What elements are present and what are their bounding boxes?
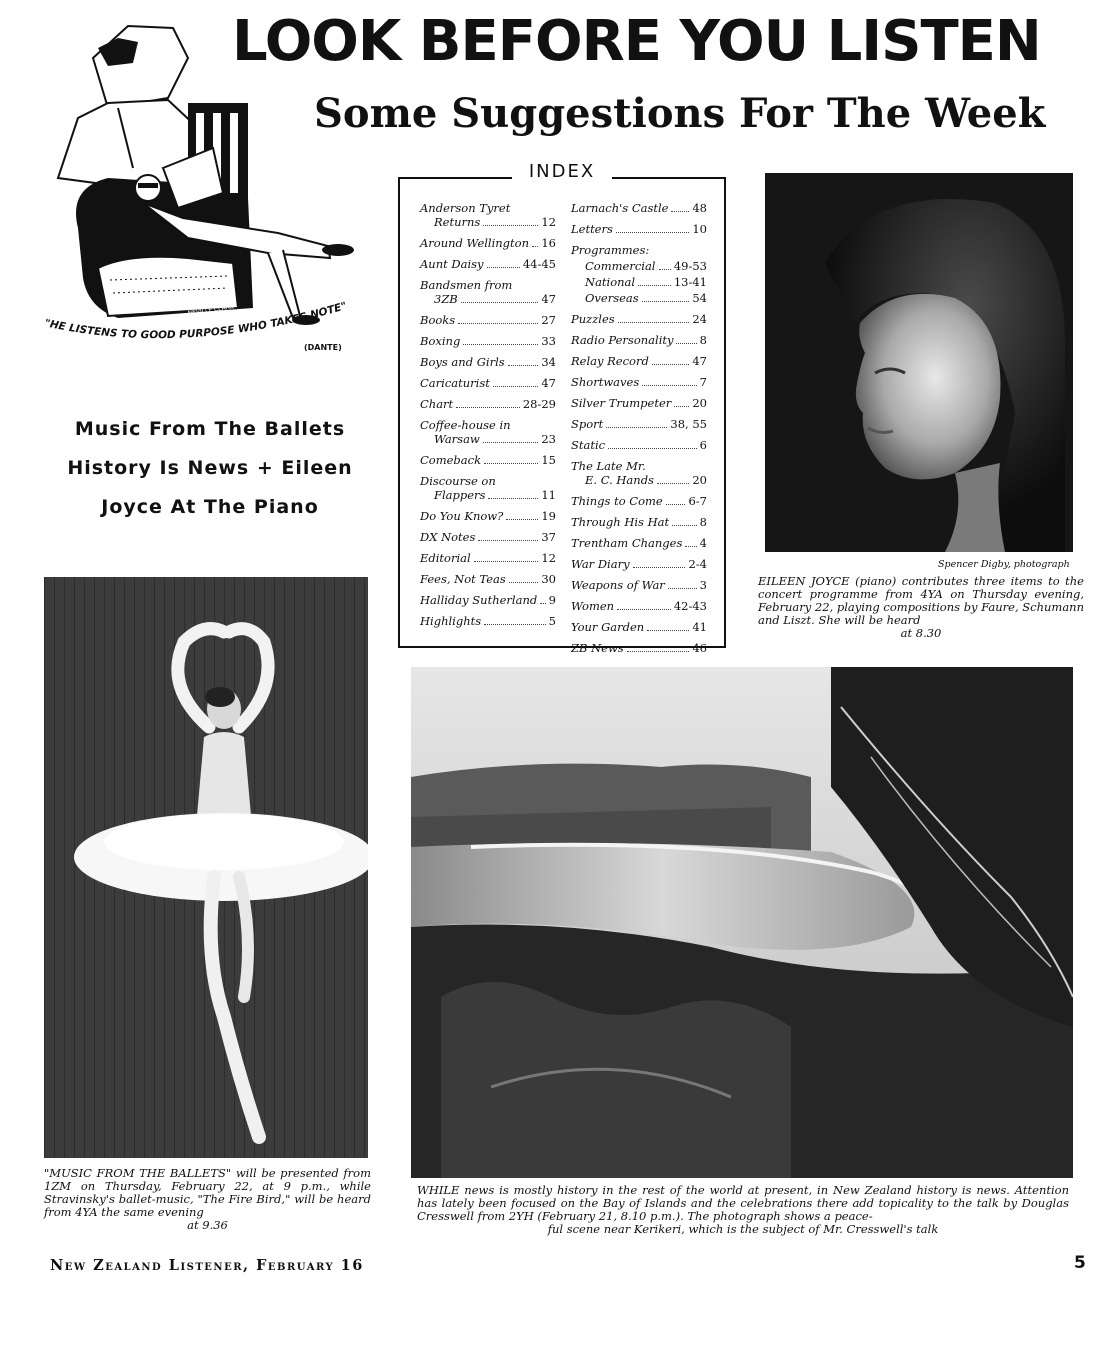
index-entry[interactable]: Chart 28-29: [420, 397, 556, 411]
bay-of-islands-photo: [411, 667, 1073, 1178]
index-entry[interactable]: Halliday Sutherland 9: [420, 593, 556, 607]
index-entry[interactable]: The Late Mr. E. C. Hands 20: [571, 459, 707, 487]
highlight-line: Music From The Ballets: [74, 418, 346, 440]
highlight-line: Joyce At The Piano: [101, 496, 319, 518]
index-entry[interactable]: Boys and Girls 34: [420, 355, 556, 369]
svg-text:"HE LISTENS TO GOOD PURPOSE WH: [43, 300, 348, 341]
index-entry[interactable]: DX Notes 37: [420, 530, 556, 544]
index-entry[interactable]: Bandsmen from 3ZB 47: [420, 278, 556, 306]
index-entry[interactable]: Shortwaves 7: [571, 375, 707, 389]
page-title: LOOK BEFORE YOU LISTEN: [232, 9, 1041, 74]
index-entry[interactable]: Coffee-house in Warsaw 23: [420, 418, 556, 446]
index-entry[interactable]: Static 6: [571, 438, 707, 452]
index-entry[interactable]: Women 42-43: [571, 599, 707, 613]
index-entry[interactable]: Puzzles 24: [571, 312, 707, 326]
index-entry[interactable]: Letters 10: [571, 222, 707, 236]
caption-text-last: at 9.36: [187, 1218, 228, 1232]
index-entry[interactable]: Sport 38, 55: [571, 417, 707, 431]
index-programmes-heading: Programmes:: [571, 243, 650, 257]
index-entry[interactable]: Through His Hat 8: [571, 515, 707, 529]
index-entry[interactable]: National 13-41: [585, 275, 707, 289]
index-entry[interactable]: Aunt Daisy 44-45: [420, 257, 556, 271]
landscape-image: [411, 667, 1073, 1178]
highlight-line: History Is News + Eileen: [67, 457, 353, 479]
eileen-caption: [758, 575, 1084, 640]
svg-text:NEVILLE CLARK: NEVILLE CLARK: [187, 303, 235, 317]
caption-text-last: ful scene near Kerikeri, which is the subject of Mr. Cresswell's talk: [547, 1222, 939, 1236]
index-entry[interactable]: Things to Come 6-7: [571, 494, 707, 508]
index-entry[interactable]: Larnach's Castle 48: [571, 201, 707, 215]
index-entry[interactable]: Caricaturist 47: [420, 376, 556, 390]
index-entry[interactable]: Do You Know? 19: [420, 509, 556, 523]
index-entry[interactable]: Books 27: [420, 313, 556, 327]
ballerina-photo: [44, 577, 368, 1158]
index-entry[interactable]: Boxing 33: [420, 334, 556, 348]
index-right-column: [571, 201, 707, 662]
bay-caption: [417, 1184, 1069, 1236]
portrait-image: [765, 173, 1073, 552]
ballerina-image: [44, 577, 368, 1158]
dante-quote: [38, 300, 368, 370]
index-entry[interactable]: Editorial 12: [420, 551, 556, 565]
ballet-caption: [44, 1167, 371, 1232]
page-number: 5: [1074, 1253, 1086, 1273]
index-title: INDEX: [512, 161, 612, 182]
index-left-column: [420, 201, 556, 635]
eileen-joyce-photo: [765, 173, 1073, 552]
dante-quote-text: "HE LISTENS TO GOOD PURPOSE WHO TAKES NOTE": [43, 300, 349, 342]
index-entry[interactable]: Commercial 49-53: [585, 259, 707, 273]
index-entry[interactable]: Relay Record 47: [571, 354, 707, 368]
index-entry[interactable]: Silver Trumpeter 20: [571, 396, 707, 410]
caption-text: EILEEN JOYCE (piano) contributes three items to the concert programme from 4YA on Thursday evening, February 22, playing compositions by Faure, Schumann and Liszt. She will be heard: [758, 574, 1084, 627]
index-entry[interactable]: Comeback 15: [420, 453, 556, 467]
photo-credit: Spencer Digby, photograph: [938, 559, 1070, 570]
index-entry[interactable]: Overseas 54: [585, 291, 707, 305]
index-entry[interactable]: Discourse on Flappers 11: [420, 474, 556, 502]
caption-text: WHILE news is mostly history in the rest of the world at present, in New Zealand history is news. Attention has lately been focused on the Bay of Islands and the celebrations there add topicality to the talk by Douglas Cresswell from 2YH (February 21, 8.10 p.m.). The photograph shows a peace-: [417, 1183, 1069, 1223]
index-entry[interactable]: Weapons of War 3: [571, 578, 707, 592]
caption-text-last: at 8.30: [900, 626, 942, 640]
page-subtitle: Some Suggestions For The Week: [314, 90, 1046, 137]
highlights-block: [40, 410, 380, 527]
index-entry[interactable]: Anderson Tyret Returns 12: [420, 201, 556, 229]
caption-text: "MUSIC FROM THE BALLETS" will be presented from 1ZM on Thursday, February 22, at 9 p.m., while Stravinsky's ballet-music, "The Fire Bird," will be heard from 4YA the same evening: [44, 1166, 371, 1219]
index-entry[interactable]: Trentham Changes 4: [571, 536, 707, 550]
index-entry[interactable]: Fees, Not Teas 30: [420, 572, 556, 586]
footer-publication: New Zealand Listener, February 16: [50, 1257, 364, 1274]
index-entry[interactable]: Radio Personality 8: [571, 333, 707, 347]
index-entry[interactable]: Highlights 5: [420, 614, 556, 628]
index-entry[interactable]: ZB News 46: [571, 641, 707, 655]
index-entry[interactable]: Your Garden 41: [571, 620, 707, 634]
quote-attribution: (DANTE): [304, 343, 342, 352]
index-entry[interactable]: War Diary 2-4: [571, 557, 707, 571]
index-entry[interactable]: Around Wellington 16: [420, 236, 556, 250]
